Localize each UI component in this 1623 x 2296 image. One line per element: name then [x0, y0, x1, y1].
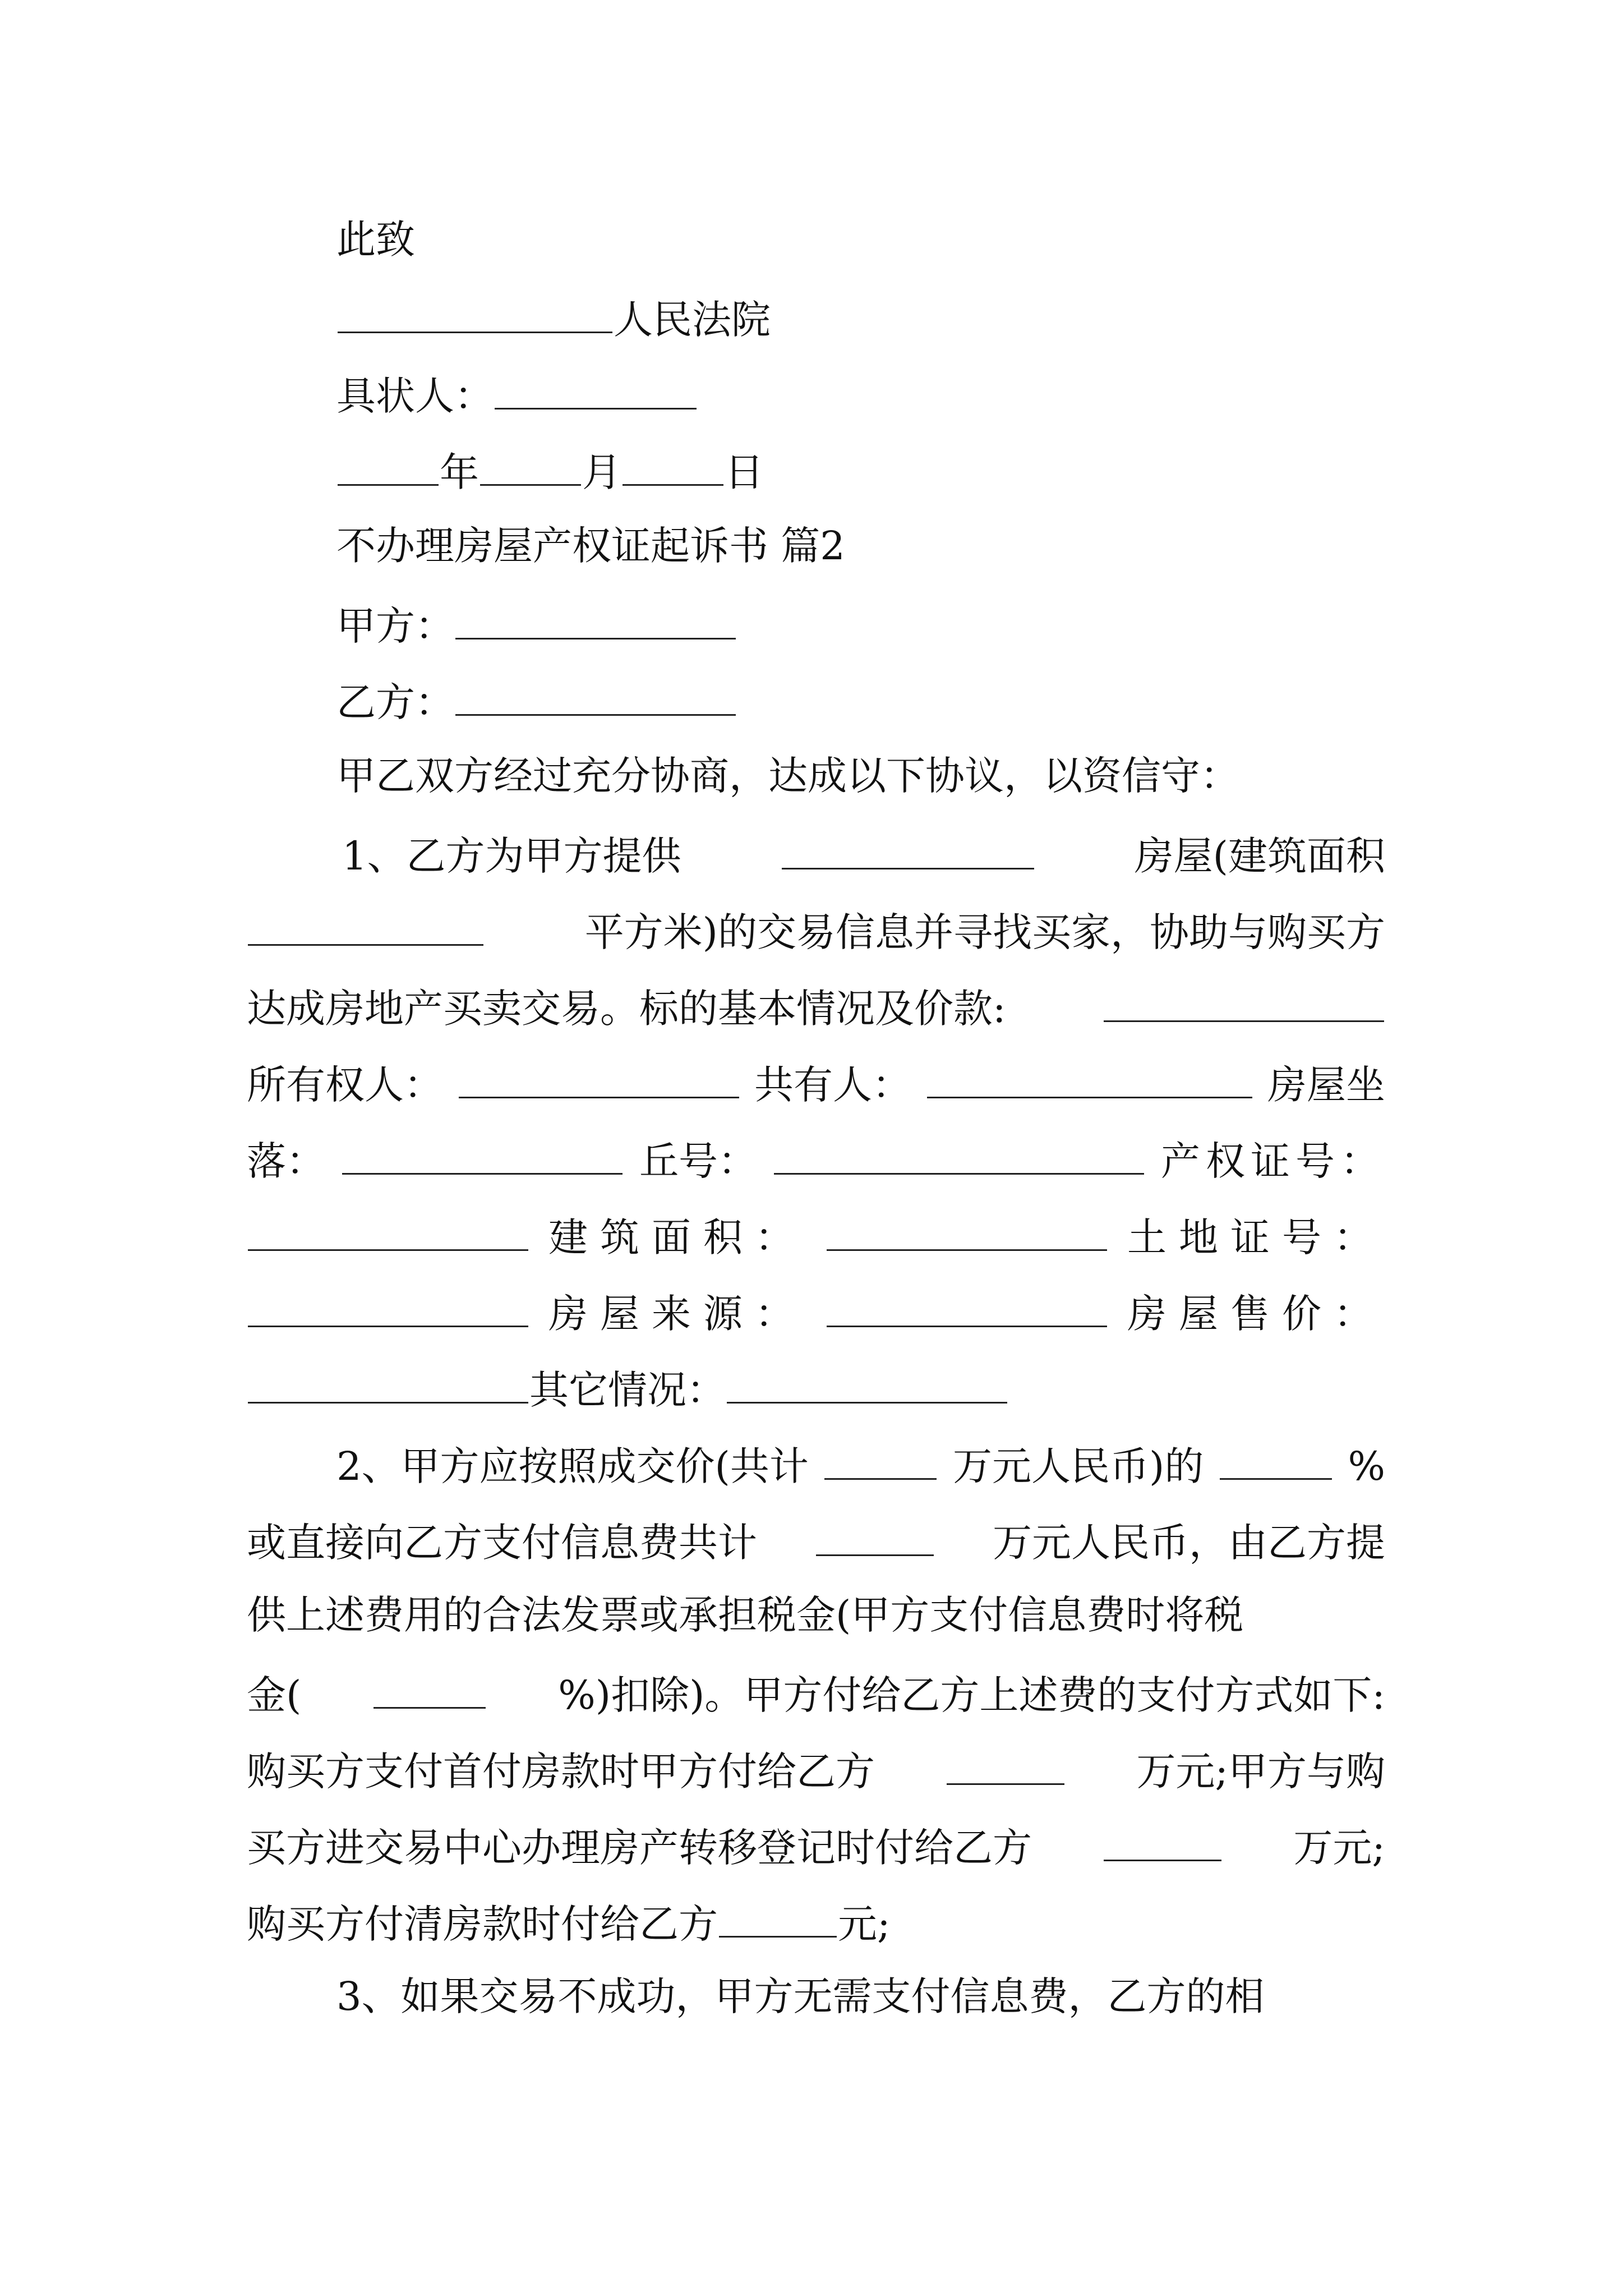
clause2-line4	[247, 1672, 1385, 1718]
clause2-line3	[247, 1592, 1385, 1638]
clause1-line1	[342, 832, 1385, 879]
clause2-l7-b: 元;	[838, 1901, 891, 1947]
cert-blank	[248, 1214, 528, 1251]
year-blank	[338, 449, 439, 486]
clause2-text-c: %	[1348, 1443, 1385, 1489]
clause2-l6-b: 万元;	[1293, 1825, 1385, 1871]
clause2-line7	[247, 1901, 891, 1947]
date-line	[336, 449, 764, 495]
owner-blank	[459, 1061, 739, 1098]
price-blank	[248, 1366, 528, 1404]
clause2-l5-blank	[947, 1748, 1064, 1785]
clause1-text-a: 1、乙方为甲方提供	[342, 833, 681, 879]
clause3-line1: 3、如果交易不成功，甲方无需支付信息费，乙方的相	[336, 1973, 1265, 2019]
clause2-l4-a: 金(	[247, 1672, 302, 1718]
area-blank	[827, 1214, 1107, 1251]
day-blank	[623, 449, 723, 486]
section-title: 不办理房屋产权证起诉书 篇2	[336, 523, 845, 569]
clause1-text-l3: 达成房地产买卖交易。标的基本情况及价款:	[247, 986, 1006, 1032]
other-label: 其它情况：	[529, 1367, 726, 1413]
co-owner-label: 共有人：	[754, 1062, 911, 1108]
signer-blank	[495, 372, 697, 409]
clause2-l6-blank	[1104, 1824, 1221, 1861]
clause2-l2-a: 或直接向乙方支付信息费共计	[247, 1520, 757, 1566]
price-label: 房屋售价：	[1127, 1291, 1385, 1337]
location-blank	[342, 1138, 623, 1175]
party-b-blank	[455, 679, 736, 716]
location-label-b: 落：	[247, 1138, 325, 1184]
clause2-l5-b: 万元;甲方与购	[1136, 1749, 1385, 1795]
clause1-line3	[247, 985, 1385, 1032]
clause2-line1	[336, 1443, 1385, 1489]
party-b-label: 乙方：	[336, 679, 454, 725]
clause2-l4-blank	[374, 1672, 486, 1709]
other-blank	[727, 1366, 1007, 1404]
intro-paragraph: 甲乙双方经过充分协商，达成以下协议，以资信守：	[336, 753, 1239, 799]
clause2-blank-b	[1220, 1443, 1332, 1480]
clause2-l4-b: %)扣除)。甲方付给乙方上述费的支付方式如下:	[558, 1672, 1385, 1718]
clause1-line8	[247, 1366, 1008, 1413]
party-a-blank	[455, 602, 736, 639]
clause2-l2-b: 万元人民币，由乙方提	[993, 1520, 1385, 1566]
clause1-line6	[247, 1214, 1385, 1260]
salutation: 此致	[336, 217, 415, 263]
court-line	[336, 296, 771, 343]
land-cert-label: 土地证号：	[1127, 1214, 1385, 1260]
court-label: 人民法院	[614, 297, 771, 343]
cert-label: 产权证号：	[1161, 1138, 1385, 1184]
clause2-text-b: 万元人民币)的	[953, 1443, 1204, 1489]
clause1-text-l2: 平方米)的交易信息并寻找买家，协助与购买方	[584, 909, 1385, 955]
clause2-l7-blank	[719, 1901, 837, 1938]
owner-label: 所有权人：	[247, 1062, 443, 1108]
signer-label: 具状人：	[336, 373, 494, 419]
clause1-price-blank	[1104, 985, 1384, 1022]
clause1-line4	[247, 1061, 1385, 1108]
clause2-l3: 供上述费用的合法发票或承担税金(甲方支付信息费时将税	[247, 1592, 1244, 1638]
clause1-line7	[247, 1290, 1385, 1337]
source-label: 房屋来源：	[548, 1291, 806, 1337]
clause2-l5-a: 购买方支付首付房款时甲方付给乙方	[247, 1749, 875, 1795]
lot-blank	[774, 1138, 1144, 1175]
co-owner-blank	[927, 1061, 1252, 1098]
area-label: 建筑面积：	[548, 1214, 806, 1260]
party-a-label: 甲方：	[336, 603, 454, 649]
month-label: 月	[582, 449, 621, 495]
clause2-line6	[247, 1824, 1385, 1871]
source-blank	[827, 1290, 1107, 1327]
clause2-l6-a: 买方进交易中心办理房产转移登记时付给乙方	[247, 1825, 1032, 1871]
clause2-text-a: 2、甲方应按照成交价(共计	[336, 1443, 809, 1489]
day-label: 日	[725, 449, 764, 495]
clause2-blank-a	[824, 1443, 937, 1480]
clause2-l7-a: 购买方付清房款时付给乙方	[247, 1901, 718, 1947]
year-label: 年	[440, 449, 479, 495]
clause2-l2-blank	[816, 1519, 934, 1556]
court-blank	[338, 296, 612, 333]
clause2-line2	[247, 1519, 1385, 1566]
location-label-a: 房屋坐	[1267, 1062, 1385, 1108]
clause1-line2	[247, 909, 1385, 955]
land-cert-blank	[248, 1290, 528, 1327]
signer-line	[336, 372, 698, 419]
clause1-area-blank	[248, 909, 483, 946]
clause1-text-b: 房屋(建筑面积	[1134, 833, 1385, 879]
lot-label: 丘号：	[639, 1138, 757, 1184]
month-blank	[480, 449, 581, 486]
clause2-line5	[247, 1748, 1385, 1795]
party-a-line	[336, 602, 737, 649]
clause1-blank-a	[782, 832, 1034, 869]
party-b-line	[336, 679, 737, 725]
clause1-line5	[247, 1138, 1385, 1184]
